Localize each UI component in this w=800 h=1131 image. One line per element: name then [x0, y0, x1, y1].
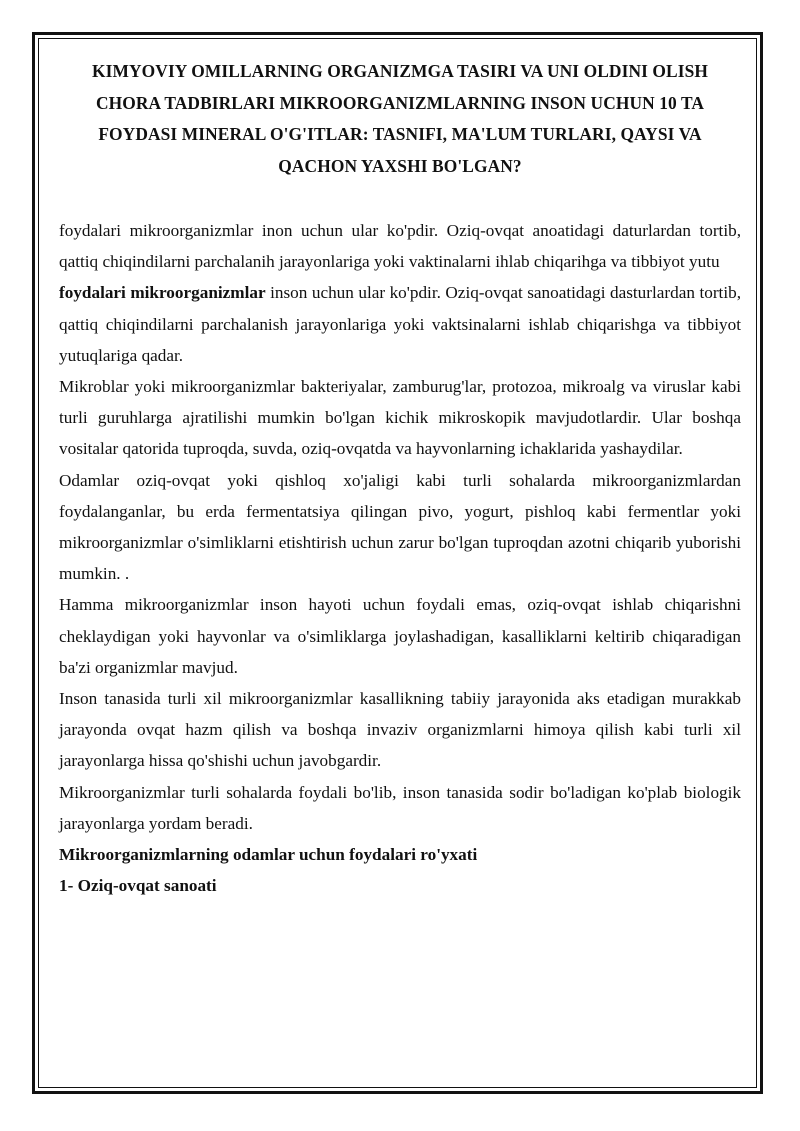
paragraph-6	[59, 683, 741, 777]
paragraph-text: Mikroblar yoki mikroorganizmlar bakteriyalar, zamburug'lar, protozoa, mikroalg va viruslar kabi turli guruhlarga ajratilishi mumkin bo'lgan kichik mikroskopik mavjudotlardir. Ular boshqa vositalar qatorida tuproqda, suvda, oziq-ovqatda va hayvonlarning ichaklarida yashaydilar.	[59, 377, 741, 459]
document-body	[59, 215, 741, 901]
paragraph-text: Hamma mikroorganizmlar inson hayoti uchun foydali emas, oziq-ovqat ishlab chiqarishni cheklaydigan yoki hayvonlar va o'simliklarga joylashadigan, kasalliklarni keltirib chiqaradigan ba'zi organizmlar mavjud.	[59, 595, 741, 677]
paragraph-lead: foydalari mikroorganizmlar	[59, 283, 266, 303]
paragraph-text: Inson tanasida turli xil mikroorganizmlar kasallikning tabiiy jarayonida aks etadigan murakkab jarayonda ovqat hazm qilish va boshqa invaziv organizmlarni himoya qilish kabi turli xil jarayonlarga hissa qo'shishi uchun javobgardir.	[59, 689, 741, 771]
paragraph-7	[59, 777, 741, 839]
paragraph-1	[59, 215, 741, 277]
subsection-heading: 1- Oziq-ovqat sanoati	[59, 876, 217, 896]
paragraph-text: inson uchun ular ko'pdir. Oziq-ovqat sanoatidagi dasturlardan tortib, qattiq chiqindilarni parchalanish jarayonlariga yoki vaktsinalarni ishlab chiqarishga va tibbiyot yutuqlariga qadar.	[59, 283, 741, 365]
paragraph-4	[59, 465, 741, 590]
paragraph-5	[59, 589, 741, 683]
paragraph-3	[59, 371, 741, 465]
paragraph-text: Mikroorganizmlar turli sohalarda foydali bo'lib, inson tanasida sodir bo'ladigan ko'plab biologik jarayonlarga yordam beradi.	[59, 782, 741, 833]
document-title: KIMYOVIY OMILLARNING ORGANIZMGA TASIRI VA UNI OLDINI OLISH CHORA TADBIRLARI MIKROORGANIZMLARNING INSON UCHUN 10 TA FOYDASI MINERAL O'G'ITLAR: TASNIFI, MA'LUM TURLARI, QAYSI VA QACHON YAXSHI BO'LGAN?	[91, 61, 709, 176]
document-content	[59, 56, 741, 901]
paragraph-2	[59, 277, 741, 371]
paragraph-text: foydalari mikroorganizmlar inon uchun ular ko'pdir. Oziq-ovqat anoatidagi daturlardan tortib, qattiq chiqindilarni parchalanih jarayonlariga yoki vaktinalarni ihlab chiqarihga va tibbiyot yutu	[59, 221, 741, 272]
section-heading: Mikroorganizmlarning odamlar uchun foydalari ro'yxati	[59, 845, 478, 865]
paragraph-text: Odamlar oziq-ovqat yoki qishloq xo'jaligi kabi turli sohalarda mikroorganizmlardan foydalanganlar, bu erda fermentatsiya qilingan pivo, yogurt, pishloq kabi fermentlar yoki mikroorganizmlar o'simliklarni etishtirish uchun zarur bo'lgan tuproqdan azotni chiqarib yuborishi mumkin. .	[59, 470, 741, 584]
